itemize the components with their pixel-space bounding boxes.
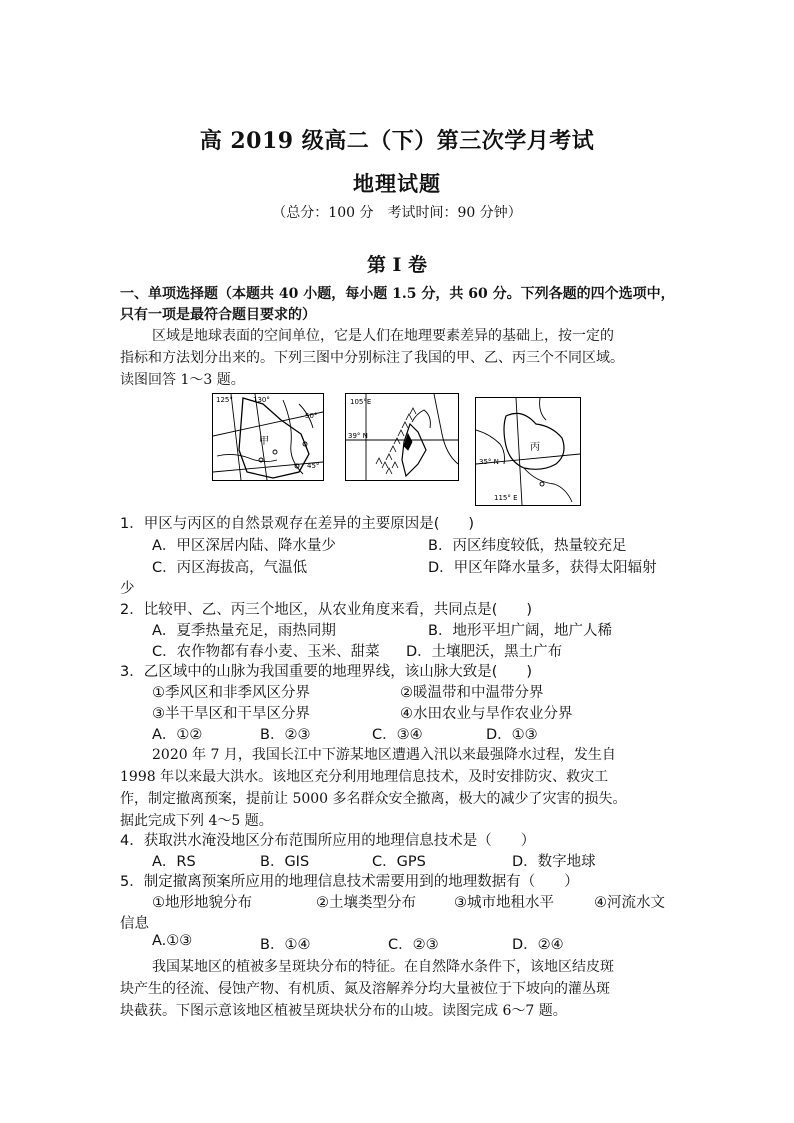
question-4-option-c: C．GPS xyxy=(372,854,426,870)
question-3-option-d: D．①③ xyxy=(486,727,538,743)
passage-line: 2020 年 7 月，我国长江中下游某地区遭遇入汛以来最强降水过程，发生自 xyxy=(152,747,616,763)
question-2-option-b: B．地形平坦广阔，地广人稀 xyxy=(428,623,612,639)
question-1-option-b: B．丙区纬度较低，热量较充足 xyxy=(428,538,627,554)
volume-heading: 第 I 卷 xyxy=(366,254,428,276)
map-jia-lat2: 45° xyxy=(307,462,320,470)
passage-line: 指标和方法划分出来的。下列三图中分别标注了我国的甲、乙、丙三个不同区域。 xyxy=(120,350,624,366)
question-5-item-2: ②土壤类型分布 xyxy=(316,895,416,911)
question-4-option-b: B．GIS xyxy=(260,854,310,870)
question-5-option-d: D．②④ xyxy=(512,937,564,953)
question-5-item-4: ④河流水文 xyxy=(594,895,665,911)
map-bing-lat: 35° N xyxy=(479,458,499,466)
passage-line: 我国某地区的植被多呈斑块分布的特征。在自然降水条件下，该地区结皮斑 xyxy=(152,959,614,975)
question-1-stem: 1．甲区与丙区的自然景观存在差异的主要原因是( ) xyxy=(120,516,475,532)
question-4-option-a: A．RS xyxy=(152,854,196,870)
question-2-option-c: C．农作物都有春小麦、玉米、甜菜 xyxy=(152,644,380,660)
question-4-option-d: D．数字地球 xyxy=(512,854,596,870)
map-jia-lon2: 130° xyxy=(253,396,270,404)
question-3-item-1: ①季风区和非季风区分界 xyxy=(152,685,310,701)
passage-line: 1998 年以来最大洪水。该地区充分利用地理信息技术，及时安排防灾、救灾工 xyxy=(120,769,609,785)
exam-title: 高 2019 级高二（下）第三次学月考试 xyxy=(199,128,595,154)
question-3-stem: 3．乙区域中的山脉为我国重要的地理界线，该山脉大致是( ) xyxy=(120,664,533,680)
passage-line: 读图回答 1～3 题。 xyxy=(120,372,245,388)
map-jia-label: 甲 xyxy=(259,436,269,447)
map-jia-graphic xyxy=(213,394,323,480)
question-4-stem: 4．获取洪水淹没地区分布范围所应用的地理信息技术是（ ） xyxy=(120,833,536,849)
map-yi-graphic xyxy=(346,394,458,480)
question-3-item-4: ④水田农业与旱作农业分界 xyxy=(400,706,573,722)
question-1-option-c: C．丙区海拔高，气温低 xyxy=(152,560,308,576)
subject-title: 地理试题 xyxy=(353,171,441,196)
section-heading: 一、单项选择题（本题共 40 小题，每小题 1.5 分，共 60 分。下列各题的四个选项中，只有一项是最符合题目要求的） xyxy=(120,286,675,323)
map-yi-lon: 105°E xyxy=(350,398,372,406)
question-3-option-c: C．③④ xyxy=(372,727,423,743)
question-5-item-1: ①地形地貌分布 xyxy=(152,895,252,911)
question-3-option-a: A．①② xyxy=(152,727,203,743)
map-yi xyxy=(345,393,459,481)
question-1-option-d: D．甲区年降水量多，获得太阳辐射 xyxy=(428,560,657,576)
map-bing xyxy=(475,397,581,506)
question-2-option-a: A．夏季热量充足，雨热同期 xyxy=(152,623,336,639)
question-3-item-2: ②暖温带和中温带分界 xyxy=(400,685,544,701)
map-bing-label: 丙 xyxy=(530,442,540,453)
question-5-option-b: B．①④ xyxy=(260,937,311,953)
passage-line: 据此完成下列 4～5 题。 xyxy=(120,813,273,829)
question-2-stem: 2．比较甲、乙、丙三个地区，从农业角度来看，共同点是( ) xyxy=(120,602,533,618)
map-bing-lon: 115° E xyxy=(494,494,518,502)
question-1-option-a: A．甲区深居内陆、降水量少 xyxy=(152,538,336,554)
question-5-option-c: C．②③ xyxy=(388,937,439,953)
passage-line: 块截获。下图示意该地区植被呈斑块状分布的山坡。读图完成 6～7 题。 xyxy=(120,1003,567,1019)
map-jia-lat1: 50° xyxy=(305,412,318,420)
question-5-item-3: ③城市地租水平 xyxy=(454,895,554,911)
passage-line: 块产生的径流、侵蚀产物、有机质、氮及溶解养分均大量被位于下坡向的灌丛斑 xyxy=(120,981,610,997)
question-3-item-3: ③半干旱区和干旱区分界 xyxy=(152,706,310,722)
passage-line: 作，制定撤离预案，提前让 5000 多名群众安全撤离，极大的减少了灾害的损失。 xyxy=(120,791,627,807)
map-jia-lon1: 125° xyxy=(216,396,233,404)
exam-info: （总分：100 分 考试时间：90 分钟） xyxy=(272,205,522,221)
question-3-option-b: B．②③ xyxy=(260,727,311,743)
passage-line: 区域是地球表面的空间单位，它是人们在地理要素差异的基础上，按一定的 xyxy=(152,328,614,344)
question-2-option-d: D．土壤肥沃，黑土广布 xyxy=(406,644,563,660)
question-5-option-a: A.①③ xyxy=(152,933,193,949)
question-5-stem: 5．制定撤离预案所应用的地理信息技术需要用到的地理数据有（ ） xyxy=(120,874,579,890)
map-bing-graphic xyxy=(476,398,580,505)
question-5-item-4-cont: 信息 xyxy=(120,916,149,932)
map-yi-lat: 39° N xyxy=(348,432,368,440)
question-1-option-d-cont: 少 xyxy=(120,581,135,597)
map-jia xyxy=(212,393,324,481)
